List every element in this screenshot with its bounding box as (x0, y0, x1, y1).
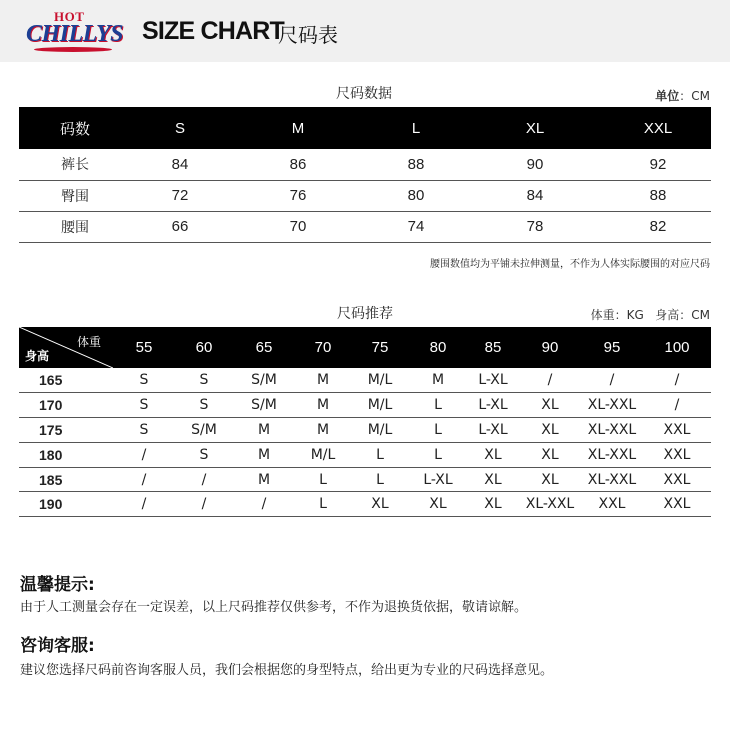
size-cell: XL (467, 467, 519, 492)
table-row (19, 492, 711, 517)
size-cell: L (295, 467, 351, 492)
size-data-title: 尺码数据 (336, 86, 392, 102)
table-cell: 86 (229, 149, 367, 180)
size-cell: XXL (643, 492, 711, 517)
size-cell: S (113, 418, 175, 443)
table-cell: 82 (605, 211, 711, 242)
logo-top-text: HOT (54, 9, 85, 24)
size-cell: S (175, 393, 233, 418)
size-cell: XL (467, 442, 519, 467)
size-data-header-row (19, 107, 711, 149)
height-cell: 190 (19, 492, 113, 517)
size-cell: M (295, 368, 351, 393)
size-cell: M/L (351, 368, 409, 393)
height-cell: 180 (19, 442, 113, 467)
size-cell: / (113, 442, 175, 467)
size-cell: XXL (643, 467, 711, 492)
table-cell: 88 (605, 180, 711, 211)
table-cell: 70 (229, 211, 367, 242)
size-cell: S/M (233, 368, 295, 393)
table-cell: 74 (367, 211, 465, 242)
tip-text-service: 建议您选择尺码前咨询客服人员，我们会根据您的身型特点，给出更为专业的尺码选择意见。 (20, 663, 554, 678)
table-cell: 78 (465, 211, 605, 242)
size-cell: / (113, 467, 175, 492)
size-cell: L (351, 442, 409, 467)
column-header: S (131, 107, 229, 149)
size-cell: S (175, 368, 233, 393)
size-cell: XL-XXL (581, 467, 643, 492)
logo-main-text: CHILLYS (26, 21, 123, 47)
weight-header: 100 (643, 327, 711, 368)
height-cell: 185 (19, 467, 113, 492)
size-cell: S (113, 393, 175, 418)
table-row (19, 418, 711, 443)
column-header: M (229, 107, 367, 149)
table-cell: 66 (131, 211, 229, 242)
size-cell: L-XL (409, 467, 467, 492)
size-cell: / (519, 368, 581, 393)
size-cell: L-XL (467, 393, 519, 418)
weight-header: 65 (233, 327, 295, 368)
logo-swoosh (34, 47, 112, 52)
size-cell: M/L (351, 393, 409, 418)
size-cell: XL-XXL (581, 393, 643, 418)
brand-logo (26, 9, 123, 53)
unit-label: 单位 (655, 89, 680, 103)
column-header: 码数 (19, 107, 131, 149)
table-row (19, 467, 711, 492)
size-cell: L-XL (467, 368, 519, 393)
tip-heading-notice: 温馨提示: (20, 575, 95, 595)
weight-header: 60 (175, 327, 233, 368)
size-cell: S/M (175, 418, 233, 443)
table-row (19, 149, 711, 180)
size-cell: S/M (233, 393, 295, 418)
weight-header: 55 (113, 327, 175, 368)
table-cell: 88 (367, 149, 465, 180)
height-cell: 170 (19, 393, 113, 418)
size-cell: XL-XXL (581, 418, 643, 443)
size-cell: XL (351, 492, 409, 517)
column-header: XL (465, 107, 605, 149)
corner-header-cell (19, 327, 113, 368)
size-cell: L (351, 467, 409, 492)
table-row (19, 442, 711, 467)
size-cell: L-XL (467, 418, 519, 443)
corner-height-label: 身高 (25, 349, 50, 363)
size-cell: S (175, 442, 233, 467)
table-cell: 90 (465, 149, 605, 180)
table-cell: 84 (131, 149, 229, 180)
weight-header: 95 (581, 327, 643, 368)
size-data-table (19, 107, 711, 243)
size-cell: M/L (295, 442, 351, 467)
size-cell: XL (519, 442, 581, 467)
unit-value: ：CM (679, 89, 710, 103)
size-cell: / (175, 492, 233, 517)
height-cell: 165 (19, 368, 113, 393)
weight-header: 70 (295, 327, 351, 368)
size-cell: M/L (351, 418, 409, 443)
column-header: L (367, 107, 465, 149)
size-cell: M (409, 368, 467, 393)
header-bar (0, 0, 730, 62)
weight-header: 75 (351, 327, 409, 368)
size-cell: L (409, 442, 467, 467)
column-header: XXL (605, 107, 711, 149)
weight-header: 85 (467, 327, 519, 368)
table-cell: 84 (465, 180, 605, 211)
size-cell: L (409, 418, 467, 443)
size-cell: M (295, 418, 351, 443)
size-cell: XXL (643, 442, 711, 467)
size-recommend-table (19, 327, 711, 517)
size-cell: XXL (581, 492, 643, 517)
weight-header: 90 (519, 327, 581, 368)
size-cell: L (295, 492, 351, 517)
size-cell: M (233, 467, 295, 492)
row-label: 腰围 (19, 211, 131, 242)
recommend-header-row (19, 327, 711, 368)
size-cell: XL (409, 492, 467, 517)
size-cell: XL (519, 418, 581, 443)
corner-weight-label: 体重 (76, 335, 101, 349)
size-cell: / (643, 393, 711, 418)
recommend-unit: 体重：KG 身高：CM (590, 308, 710, 322)
row-label: 裤长 (19, 149, 131, 180)
size-cell: XL-XXL (581, 442, 643, 467)
table-cell: 76 (229, 180, 367, 211)
size-cell: / (113, 492, 175, 517)
size-data-note: 腰围数值均为平铺未拉伸测量，不作为人体实际腰围的对应尺码 (430, 259, 710, 270)
table-row (19, 368, 711, 393)
weight-header: 80 (409, 327, 467, 368)
height-cell: 175 (19, 418, 113, 443)
size-cell: XL-XXL (519, 492, 581, 517)
size-cell: / (233, 492, 295, 517)
size-cell: XL (519, 393, 581, 418)
size-cell: L (409, 393, 467, 418)
size-cell: M (233, 418, 295, 443)
size-cell: M (233, 442, 295, 467)
size-cell: XL (467, 492, 519, 517)
size-cell: / (643, 368, 711, 393)
table-cell: 72 (131, 180, 229, 211)
size-cell: S (113, 368, 175, 393)
table-row (19, 211, 711, 242)
size-cell: XXL (643, 418, 711, 443)
table-row (19, 393, 711, 418)
page-title: SIZE CHART (142, 17, 285, 45)
size-cell: / (581, 368, 643, 393)
size-cell: XL (519, 467, 581, 492)
size-data-unit (655, 87, 710, 104)
size-cell: M (295, 393, 351, 418)
table-cell: 92 (605, 149, 711, 180)
row-label: 臀围 (19, 180, 131, 211)
tip-text-notice: 由于人工测量会存在一定误差，以上尺码推荐仅供参考，不作为退换货依据，敬请谅解。 (20, 600, 528, 615)
recommend-title: 尺码推荐 (337, 306, 393, 322)
page-title-cn: 尺码表 (278, 23, 338, 47)
size-cell: / (175, 467, 233, 492)
table-cell: 80 (367, 180, 465, 211)
table-row (19, 180, 711, 211)
tip-heading-service: 咨询客服: (20, 636, 95, 656)
